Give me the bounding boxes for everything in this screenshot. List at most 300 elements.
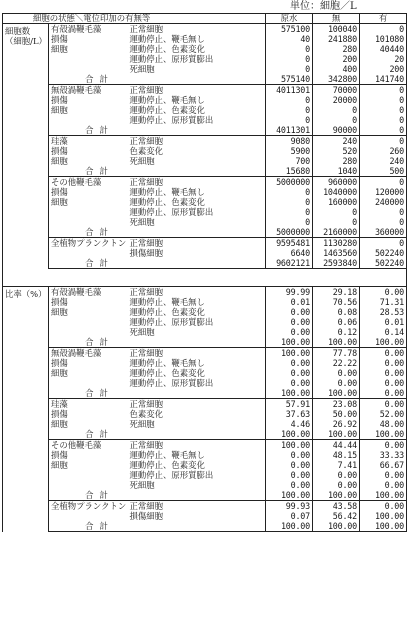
value-raw: 99.93 xyxy=(266,501,313,512)
group-sublabel: 計 xyxy=(96,521,128,532)
value-applied: 0.00 xyxy=(360,470,407,480)
group-label: 合 xyxy=(49,388,96,399)
cell-state-label xyxy=(128,125,266,136)
value-raw: 5900 xyxy=(266,146,313,156)
group-label: 合 xyxy=(49,258,96,269)
value-none: 7.41 xyxy=(313,460,360,470)
table-row xyxy=(3,156,407,166)
value-raw: 9080 xyxy=(266,136,313,147)
value-none: 0 xyxy=(313,115,360,125)
group-label xyxy=(49,317,96,327)
data-table xyxy=(2,13,407,532)
group-label: 細胞 xyxy=(49,307,96,317)
table-row xyxy=(3,440,407,451)
group-sublabel xyxy=(96,511,128,521)
group-label xyxy=(49,480,96,490)
value-none: 29.18 xyxy=(313,287,360,298)
table-row xyxy=(3,470,407,480)
header-col-applied: 有 xyxy=(360,14,407,24)
cell-state-label: 運動停止、色素変化 xyxy=(128,460,266,470)
cell-state-label: 正常細胞 xyxy=(128,287,266,298)
group-label xyxy=(49,470,96,480)
group-sublabel xyxy=(96,105,128,115)
table-row xyxy=(3,307,407,317)
value-none: 160000 xyxy=(313,197,360,207)
value-applied: 0 xyxy=(360,136,407,147)
value-applied: 240 xyxy=(360,156,407,166)
group-label xyxy=(49,115,96,125)
value-none: 200 xyxy=(313,54,360,64)
value-applied: 100.00 xyxy=(360,337,407,348)
group-sublabel xyxy=(96,207,128,217)
group-sublabel: 計 xyxy=(96,337,128,348)
value-none: 0.06 xyxy=(313,317,360,327)
value-raw: 700 xyxy=(266,156,313,166)
value-applied: 0 xyxy=(360,24,407,35)
value-applied: 0.00 xyxy=(360,501,407,512)
group-label: 細胞 xyxy=(49,460,96,470)
value-none: 280 xyxy=(313,156,360,166)
value-none: 100040 xyxy=(313,24,360,35)
value-raw: 4011301 xyxy=(266,125,313,136)
cell-state-label xyxy=(128,74,266,85)
group-label: 合 xyxy=(49,125,96,136)
value-none: 400 xyxy=(313,64,360,74)
group-label xyxy=(49,248,96,258)
value-raw: 0 xyxy=(266,115,313,125)
value-applied: 0 xyxy=(360,105,407,115)
value-none: 100.00 xyxy=(313,388,360,399)
value-raw: 575100 xyxy=(266,24,313,35)
value-none: 342800 xyxy=(313,74,360,85)
value-raw: 0.00 xyxy=(266,460,313,470)
table-row xyxy=(3,348,407,359)
value-raw: 5000000 xyxy=(266,227,313,238)
total-row xyxy=(3,337,407,348)
cell-state-label: 運動停止、鞭毛無し xyxy=(128,95,266,105)
group-sublabel xyxy=(96,419,128,429)
value-none: 520 xyxy=(313,146,360,156)
cell-state-label: 損傷細胞 xyxy=(128,248,266,258)
value-none: 280 xyxy=(313,44,360,54)
cell-state-label: 死細胞 xyxy=(128,419,266,429)
value-applied: 100.00 xyxy=(360,490,407,501)
group-sublabel: 計 xyxy=(96,125,128,136)
value-none: 0.00 xyxy=(313,480,360,490)
group-label: 合 xyxy=(49,490,96,501)
table-row xyxy=(3,501,407,512)
group-label: 合 xyxy=(49,429,96,440)
value-applied: 0 xyxy=(360,95,407,105)
value-none: 70.56 xyxy=(313,297,360,307)
value-raw: 0 xyxy=(266,207,313,217)
value-none: 960000 xyxy=(313,177,360,188)
total-row xyxy=(3,521,407,532)
value-raw: 5000000 xyxy=(266,177,313,188)
value-none: 100.00 xyxy=(313,337,360,348)
group-label: 全植物プランクトン xyxy=(49,501,96,512)
value-applied: 28.53 xyxy=(360,307,407,317)
cell-state-label xyxy=(128,388,266,399)
table-row xyxy=(3,95,407,105)
group-sublabel xyxy=(96,450,128,460)
value-raw: 0 xyxy=(266,105,313,115)
group-label: 全植物プランクトン xyxy=(49,238,96,249)
cell-state-label: 運動停止、色素変化 xyxy=(128,197,266,207)
value-none: 70000 xyxy=(313,85,360,96)
value-raw: 9595481 xyxy=(266,238,313,249)
group-label xyxy=(49,54,96,64)
total-row xyxy=(3,227,407,238)
cell-state-label: 運動停止、鞭毛無し xyxy=(128,297,266,307)
value-none: 2593840 xyxy=(313,258,360,269)
value-applied: 0 xyxy=(360,85,407,96)
section-title: 細胞数 （細胞/L） xyxy=(3,24,49,269)
value-applied: 0 xyxy=(360,207,407,217)
value-none: 240 xyxy=(313,136,360,147)
value-none: 26.92 xyxy=(313,419,360,429)
value-raw: 0.01 xyxy=(266,297,313,307)
value-applied: 0.00 xyxy=(360,287,407,298)
value-none: 90000 xyxy=(313,125,360,136)
group-sublabel: 計 xyxy=(96,429,128,440)
spacer-cell xyxy=(3,269,407,287)
group-sublabel: 計 xyxy=(96,166,128,177)
table-row xyxy=(3,44,407,54)
value-raw: 0.00 xyxy=(266,327,313,337)
value-raw: 0.00 xyxy=(266,317,313,327)
table-row xyxy=(3,460,407,470)
cell-state-label: 運動停止、原形質膨出 xyxy=(128,54,266,64)
value-none: 1040000 xyxy=(313,187,360,197)
total-row xyxy=(3,166,407,177)
group-sublabel: 計 xyxy=(96,258,128,269)
value-none: 22.22 xyxy=(313,358,360,368)
cell-state-label: 運動停止、原形質膨出 xyxy=(128,207,266,217)
value-none: 77.78 xyxy=(313,348,360,359)
cell-state-label: 正常細胞 xyxy=(128,348,266,359)
group-label: 細胞 xyxy=(49,419,96,429)
table-row xyxy=(3,217,407,227)
value-raw: 4.46 xyxy=(266,419,313,429)
value-applied: 200 xyxy=(360,64,407,74)
value-applied: 100.00 xyxy=(360,521,407,532)
group-label: 合 xyxy=(49,337,96,348)
cell-state-label: 正常細胞 xyxy=(128,501,266,512)
group-label: 合 xyxy=(49,521,96,532)
value-none: 0.00 xyxy=(313,470,360,480)
group-label xyxy=(49,378,96,388)
table-row xyxy=(3,24,407,35)
group-sublabel xyxy=(96,44,128,54)
group-label: 損傷 xyxy=(49,409,96,419)
cell-state-label xyxy=(128,337,266,348)
header-label: 細胞の状態＼電位印加の有無等 xyxy=(3,14,266,24)
group-label: 細胞 xyxy=(49,368,96,378)
value-raw: 0 xyxy=(266,64,313,74)
cell-state-label: 色素変化 xyxy=(128,409,266,419)
value-none: 1463560 xyxy=(313,248,360,258)
value-raw: 4011301 xyxy=(266,85,313,96)
cell-state-label: 正常細胞 xyxy=(128,440,266,451)
table-row xyxy=(3,327,407,337)
value-applied: 0.14 xyxy=(360,327,407,337)
cell-state-label: 運動停止、原形質膨出 xyxy=(128,115,266,125)
cell-state-label: 正常細胞 xyxy=(128,24,266,35)
section-title: 比率（%） xyxy=(3,287,49,532)
value-raw: 99.99 xyxy=(266,287,313,298)
group-sublabel xyxy=(96,136,128,147)
group-sublabel xyxy=(96,317,128,327)
group-label: 細胞 xyxy=(49,105,96,115)
group-label: 細胞 xyxy=(49,44,96,54)
value-raw: 0 xyxy=(266,95,313,105)
cell-state-label: 正常細胞 xyxy=(128,177,266,188)
value-applied: 0 xyxy=(360,177,407,188)
value-raw: 9602121 xyxy=(266,258,313,269)
value-applied: 0 xyxy=(360,125,407,136)
cell-count-table xyxy=(2,13,406,532)
value-applied: 0.00 xyxy=(360,480,407,490)
value-raw: 0.07 xyxy=(266,511,313,521)
group-label: 無殻渦鞭毛藻 xyxy=(49,85,96,96)
group-sublabel xyxy=(96,248,128,258)
value-raw: 0.00 xyxy=(266,450,313,460)
value-applied: 100.00 xyxy=(360,429,407,440)
cell-state-label: 運動停止、原形質膨出 xyxy=(128,317,266,327)
header-col-none: 無 xyxy=(313,14,360,24)
group-label: その他鞭毛藻 xyxy=(49,440,96,451)
group-sublabel xyxy=(96,297,128,307)
value-raw: 0.00 xyxy=(266,470,313,480)
value-applied: 360000 xyxy=(360,227,407,238)
value-applied: 0.00 xyxy=(360,348,407,359)
value-applied: 502240 xyxy=(360,258,407,269)
value-none: 241880 xyxy=(313,34,360,44)
cell-state-label: 運動停止、鞭毛無し xyxy=(128,34,266,44)
value-raw: 57.91 xyxy=(266,399,313,410)
table-row xyxy=(3,105,407,115)
cell-state-label xyxy=(128,490,266,501)
value-raw: 100.00 xyxy=(266,348,313,359)
group-label: 合 xyxy=(49,166,96,177)
group-label xyxy=(49,327,96,337)
table-row xyxy=(3,34,407,44)
value-applied: 0.00 xyxy=(360,358,407,368)
value-none: 0 xyxy=(313,217,360,227)
value-raw: 15680 xyxy=(266,166,313,177)
value-raw: 100.00 xyxy=(266,337,313,348)
value-applied: 0.00 xyxy=(360,378,407,388)
value-applied: 0 xyxy=(360,217,407,227)
group-label: 損傷 xyxy=(49,95,96,105)
value-none: 0 xyxy=(313,105,360,115)
cell-state-label: 正常細胞 xyxy=(128,85,266,96)
group-label: 珪藻 xyxy=(49,399,96,410)
value-applied: 52.00 xyxy=(360,409,407,419)
cell-state-label: 正常細胞 xyxy=(128,399,266,410)
value-none: 0.12 xyxy=(313,327,360,337)
value-raw: 0.00 xyxy=(266,378,313,388)
group-label: 合 xyxy=(49,74,96,85)
value-none: 44.44 xyxy=(313,440,360,451)
table-row xyxy=(3,358,407,368)
table-row xyxy=(3,399,407,410)
value-raw: 0.00 xyxy=(266,480,313,490)
cell-state-label: 損傷細胞 xyxy=(128,511,266,521)
table-row xyxy=(3,115,407,125)
table-row xyxy=(3,85,407,96)
table-row xyxy=(3,238,407,249)
value-raw: 100.00 xyxy=(266,429,313,440)
table-row xyxy=(3,378,407,388)
group-sublabel xyxy=(96,54,128,64)
group-sublabel: 計 xyxy=(96,490,128,501)
group-sublabel xyxy=(96,327,128,337)
group-sublabel: 計 xyxy=(96,227,128,238)
group-label: 合 xyxy=(49,227,96,238)
value-raw: 100.00 xyxy=(266,490,313,501)
cell-state-label xyxy=(128,521,266,532)
value-applied: 101080 xyxy=(360,34,407,44)
group-sublabel xyxy=(96,34,128,44)
cell-state-label xyxy=(128,227,266,238)
group-sublabel xyxy=(96,378,128,388)
cell-state-label: 死細胞 xyxy=(128,64,266,74)
value-applied: 141740 xyxy=(360,74,407,85)
table-row xyxy=(3,197,407,207)
cell-state-label xyxy=(128,429,266,440)
value-none: 100.00 xyxy=(313,521,360,532)
table-row xyxy=(3,146,407,156)
value-applied: 502240 xyxy=(360,248,407,258)
table-row xyxy=(3,248,407,258)
group-sublabel xyxy=(96,470,128,480)
group-label: 損傷 xyxy=(49,358,96,368)
group-label: その他鞭毛藻 xyxy=(49,177,96,188)
cell-state-label: 運動停止、鞭毛無し xyxy=(128,358,266,368)
table-row xyxy=(3,368,407,378)
value-applied: 0.01 xyxy=(360,317,407,327)
header-col-raw: 原水 xyxy=(266,14,313,24)
group-label: 細胞 xyxy=(49,156,96,166)
value-raw: 0 xyxy=(266,197,313,207)
cell-state-label: 死細胞 xyxy=(128,217,266,227)
group-label: 有殻渦鞭毛藻 xyxy=(49,24,96,35)
cell-state-label: 死細胞 xyxy=(128,156,266,166)
group-sublabel xyxy=(96,156,128,166)
group-label xyxy=(49,207,96,217)
value-none: 50.00 xyxy=(313,409,360,419)
cell-state-label: 運動停止、色素変化 xyxy=(128,44,266,54)
group-sublabel xyxy=(96,409,128,419)
group-label xyxy=(49,511,96,521)
group-sublabel: 計 xyxy=(96,388,128,399)
group-label: 損傷 xyxy=(49,34,96,44)
group-sublabel xyxy=(96,307,128,317)
group-sublabel xyxy=(96,187,128,197)
group-sublabel xyxy=(96,399,128,410)
group-sublabel xyxy=(96,480,128,490)
group-label: 珪藻 xyxy=(49,136,96,147)
unit-label: 単位：細胞／L xyxy=(290,1,357,12)
value-applied: 20 xyxy=(360,54,407,64)
value-none: 1130280 xyxy=(313,238,360,249)
value-applied: 0.00 xyxy=(360,388,407,399)
group-sublabel xyxy=(96,217,128,227)
cell-state-label: 運動停止、原形質膨出 xyxy=(128,378,266,388)
value-raw: 6640 xyxy=(266,248,313,258)
table-row xyxy=(3,287,407,298)
table-row xyxy=(3,511,407,521)
group-sublabel xyxy=(96,197,128,207)
cell-state-label: 運動停止、色素変化 xyxy=(128,307,266,317)
value-applied: 0 xyxy=(360,115,407,125)
cell-state-label xyxy=(128,166,266,177)
total-row xyxy=(3,258,407,269)
table-row xyxy=(3,177,407,188)
group-label xyxy=(49,217,96,227)
value-none: 100.00 xyxy=(313,429,360,440)
table-row xyxy=(3,64,407,74)
value-raw: 100.00 xyxy=(266,440,313,451)
cell-state-label: 運動停止、原形質膨出 xyxy=(128,470,266,480)
header-row xyxy=(3,14,407,24)
value-none: 43.58 xyxy=(313,501,360,512)
value-none: 100.00 xyxy=(313,490,360,501)
value-applied: 0 xyxy=(360,238,407,249)
value-raw: 575140 xyxy=(266,74,313,85)
value-none: 1040 xyxy=(313,166,360,177)
value-applied: 260 xyxy=(360,146,407,156)
group-sublabel xyxy=(96,358,128,368)
total-row xyxy=(3,125,407,136)
value-raw: 0.00 xyxy=(266,307,313,317)
value-applied: 120000 xyxy=(360,187,407,197)
value-none: 48.15 xyxy=(313,450,360,460)
value-raw: 0.00 xyxy=(266,368,313,378)
table-row xyxy=(3,419,407,429)
group-sublabel xyxy=(96,460,128,470)
value-applied: 0.00 xyxy=(360,368,407,378)
table-row xyxy=(3,409,407,419)
cell-state-label: 色素変化 xyxy=(128,146,266,156)
value-none: 2160000 xyxy=(313,227,360,238)
group-sublabel xyxy=(96,368,128,378)
value-applied: 100.00 xyxy=(360,511,407,521)
value-none: 0.00 xyxy=(313,378,360,388)
group-label: 損傷 xyxy=(49,187,96,197)
table-row xyxy=(3,450,407,460)
value-raw: 100.00 xyxy=(266,521,313,532)
cell-state-label: 運動停止、鞭毛無し xyxy=(128,450,266,460)
value-raw: 0 xyxy=(266,187,313,197)
value-applied: 0.00 xyxy=(360,440,407,451)
cell-state-label: 正常細胞 xyxy=(128,238,266,249)
group-sublabel xyxy=(96,146,128,156)
value-applied: 40440 xyxy=(360,44,407,54)
value-raw: 100.00 xyxy=(266,388,313,399)
group-sublabel xyxy=(96,64,128,74)
cell-state-label: 運動停止、鞭毛無し xyxy=(128,187,266,197)
cell-state-label: 運動停止、色素変化 xyxy=(128,368,266,378)
cell-state-label: 正常細胞 xyxy=(128,136,266,147)
value-none: 0.00 xyxy=(313,368,360,378)
value-applied: 48.00 xyxy=(360,419,407,429)
cell-state-label: 死細胞 xyxy=(128,327,266,337)
group-label: 損傷 xyxy=(49,146,96,156)
table-row xyxy=(3,207,407,217)
